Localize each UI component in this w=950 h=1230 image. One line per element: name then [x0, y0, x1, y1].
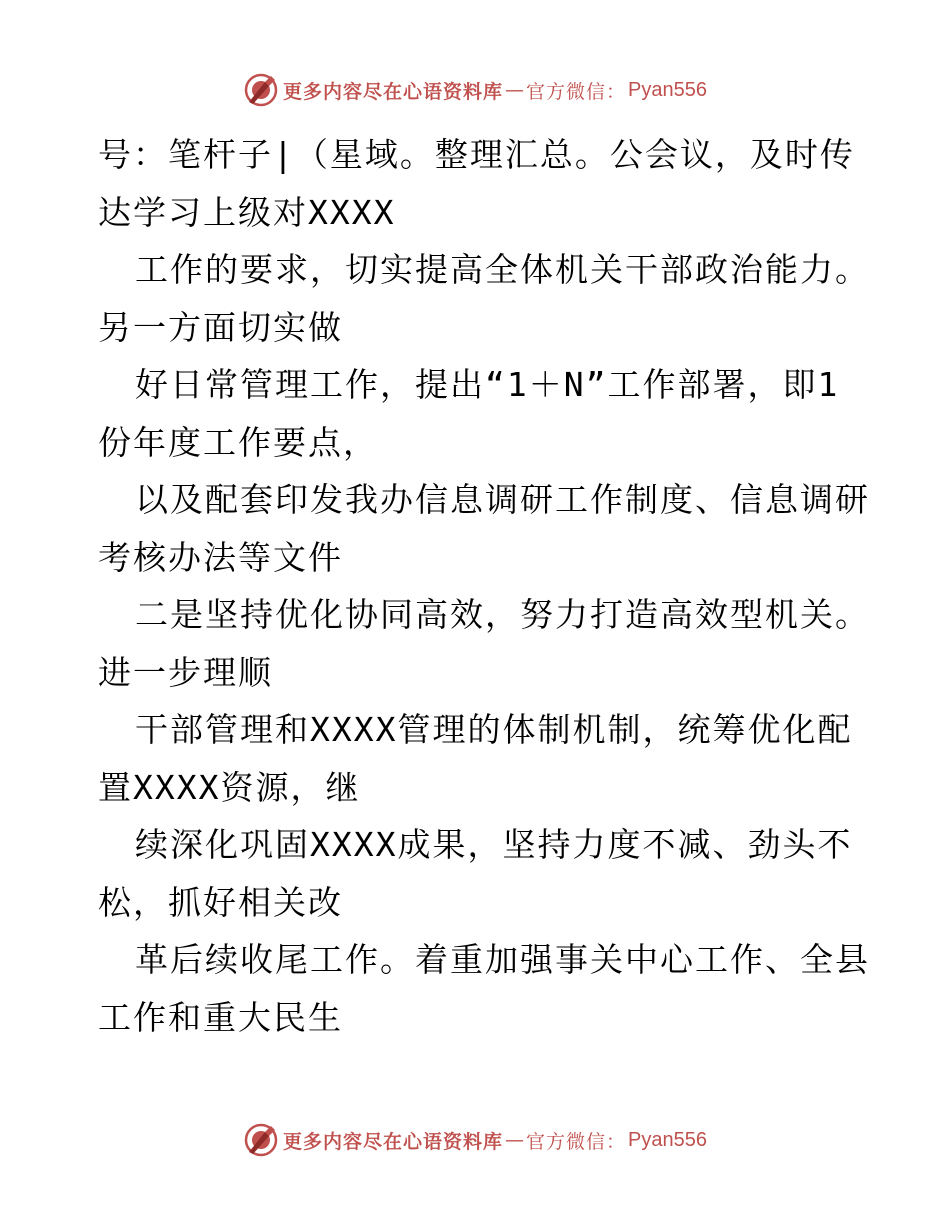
pen-circle-logo-icon	[243, 72, 279, 108]
header-watermark-text: 更多内容尽在心语资料库	[283, 80, 504, 103]
header-watermark-wechat-id: Pyan556	[628, 78, 707, 101]
body-line-13: 续深化巩固XXXX成果，坚持力度不减、劲头不	[135, 825, 853, 864]
body-line-16: 工作和重大民生	[98, 997, 343, 1037]
header-watermark	[0, 70, 950, 110]
document-body	[98, 126, 898, 1046]
body-line-10: 进一步理顺	[98, 652, 273, 692]
body-line-3: 工作的要求，切实提高全体机关干部政治能力。	[135, 250, 870, 289]
body-line-6: 份年度工作要点，	[98, 422, 378, 462]
body-line-7: 以及配套印发我办信息调研工作制度、信息调研	[135, 480, 870, 519]
header-watermark-wechat-label: 官方微信：	[526, 80, 627, 103]
pen-circle-logo-icon	[243, 1122, 279, 1158]
body-line-15: 革后续收尾工作。着重加强事关中心工作、全县	[135, 940, 870, 979]
footer-watermark-wechat-id: Pyan556	[628, 1128, 707, 1151]
footer-watermark	[0, 1120, 950, 1160]
body-line-1: 号：笔杆子|（星域。整理汇总。公会议，及时传	[98, 135, 855, 174]
footer-watermark-text: 更多内容尽在心语资料库	[283, 1130, 504, 1153]
body-line-14: 松，抓好相关改	[98, 882, 343, 922]
body-line-2: 达学习上级对XXXX	[98, 192, 396, 232]
footer-watermark-wechat-label: 官方微信：	[526, 1130, 627, 1153]
body-line-9: 二是坚持优化协同高效，努力打造高效型机关。	[135, 595, 870, 634]
body-line-11: 干部管理和XXXX管理的体制机制，统筹优化配	[135, 710, 853, 749]
body-line-12: 置XXXX资源，继	[98, 767, 361, 807]
header-watermark-dash: —	[505, 79, 525, 101]
body-line-4: 另一方面切实做	[98, 307, 343, 347]
body-line-8: 考核办法等文件	[98, 537, 343, 577]
body-line-5: 好日常管理工作，提出“1＋N”工作部署，即1	[135, 365, 840, 404]
footer-watermark-dash: —	[505, 1129, 525, 1151]
